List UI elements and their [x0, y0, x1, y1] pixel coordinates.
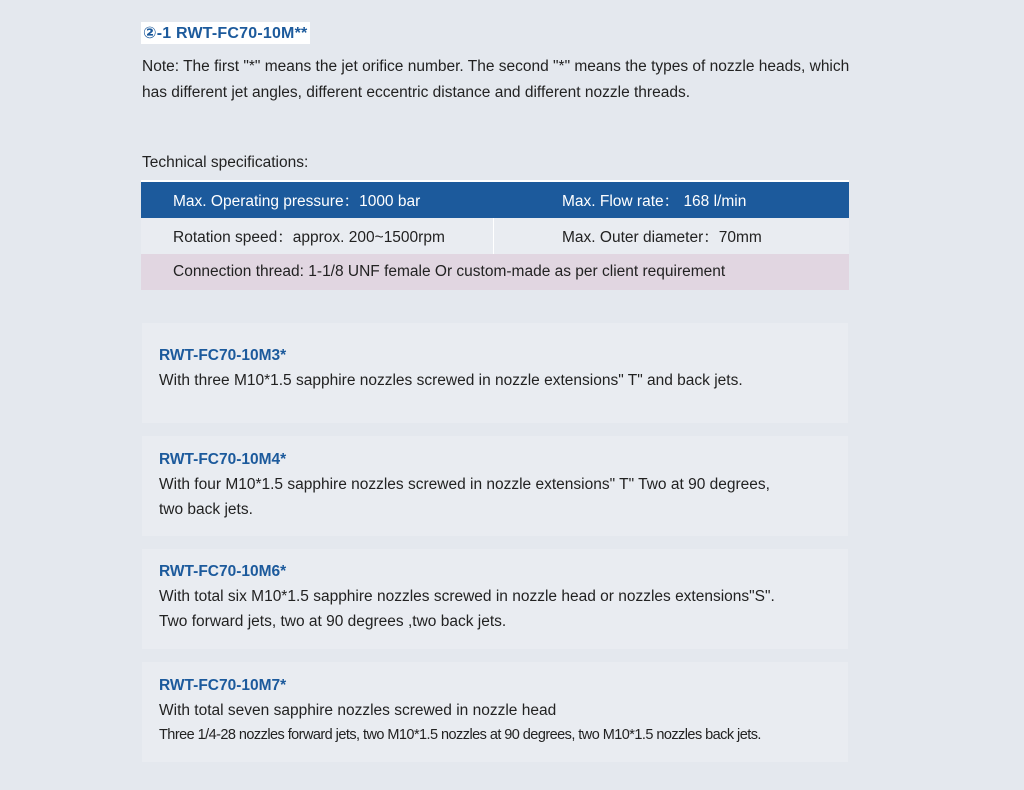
model-description: With total seven sapphire nozzles screwed in nozzle head	[159, 702, 557, 719]
spec-outer-diameter: Max. Outer diameter：70mm	[562, 229, 762, 246]
model-card-m3	[142, 323, 848, 423]
model-name: RWT-FC70-10M3*	[159, 347, 287, 364]
model-description: With total six M10*1.5 sapphire nozzles screwed in nozzle head or nozzles extensions"S".	[159, 588, 775, 605]
model-description-2: Three 1/4-28 nozzles forward jets, two M10*1.5 nozzles at 90 degrees, two M10*1.5 nozzles back jets.	[159, 727, 761, 743]
page-title: ②-1 RWT-FC70-10M**	[141, 22, 310, 44]
model-name: RWT-FC70-10M4*	[159, 451, 287, 468]
model-card-m4	[142, 436, 848, 536]
spec-connection-thread: Connection thread: 1-1/8 UNF female Or custom-made as per client requirement	[173, 263, 726, 280]
specs-table	[141, 180, 849, 290]
model-name: RWT-FC70-10M7*	[159, 677, 287, 694]
note-text: Note: The first "*" means the jet orifice number. The second "*" means the types of nozzle heads, which has different jet angles, different eccentric distance and different nozzle threads.	[142, 58, 850, 101]
specs-row-3	[141, 254, 849, 290]
model-name: RWT-FC70-10M6*	[159, 563, 287, 580]
spec-flow-rate: Max. Flow rate： 168 l/min	[562, 193, 747, 210]
model-description: With four M10*1.5 sapphire nozzles screwed in nozzle extensions" T" Two at 90 degrees,	[159, 476, 770, 493]
model-description-2: two back jets.	[159, 501, 253, 518]
model-description: With three M10*1.5 sapphire nozzles screwed in nozzle extensions" T" and back jets.	[159, 372, 743, 389]
specs-row-1	[141, 182, 849, 218]
specs-label: Technical specifications:	[142, 154, 309, 171]
model-card-m6	[142, 549, 848, 649]
specs-row-2	[141, 218, 849, 254]
model-description-2: Two forward jets, two at 90 degrees ,two back jets.	[159, 613, 507, 630]
model-card-m7	[142, 662, 848, 762]
spec-operating-pressure: Max. Operating pressure：1000 bar	[173, 193, 421, 210]
spec-rotation-speed: Rotation speed：approx. 200~1500rpm	[141, 218, 494, 254]
